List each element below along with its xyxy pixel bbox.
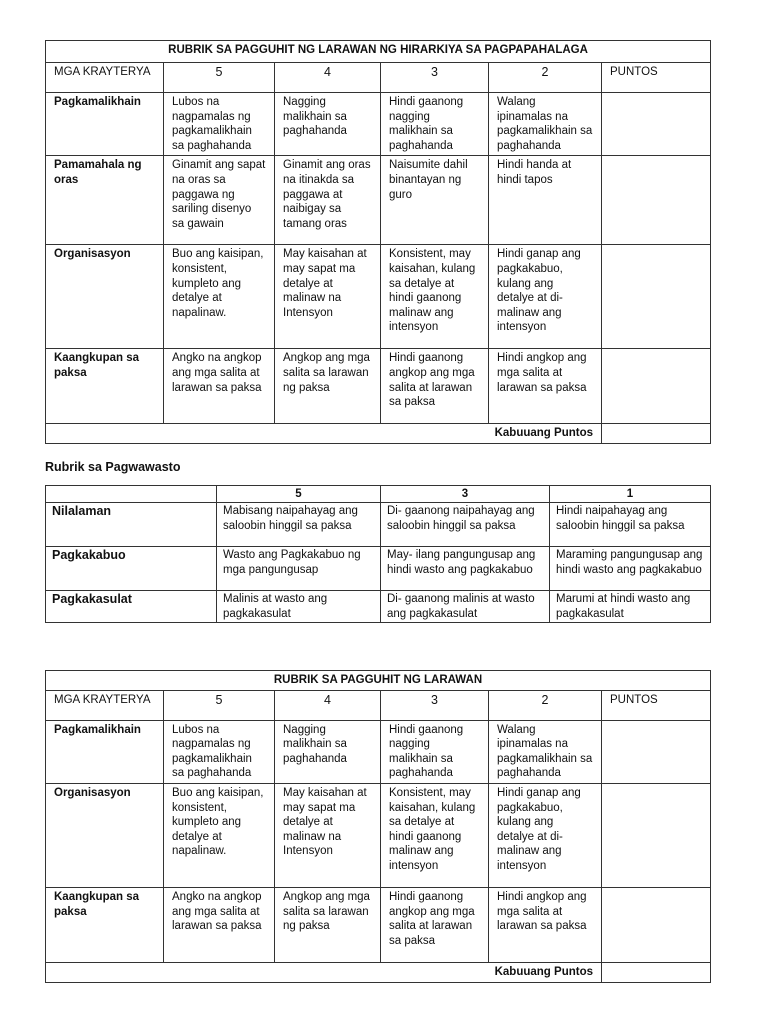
rubric-cell: Hindi angkop ang mga salita at larawan sa paksa xyxy=(489,349,602,424)
rubric-cell: Hindi gaanong angkop ang mga salita at larawan sa paksa xyxy=(381,887,489,962)
rubric-cell: Marumi at hindi wasto ang pagkakasulat xyxy=(550,591,711,623)
rubric-cell: Naisumite dahil binantayan ng guro xyxy=(381,156,489,245)
header-score-5: 5 xyxy=(217,486,381,503)
rubric-cell: Lubos na nagpamalas ng pagkamalikhain sa paghahanda xyxy=(164,720,275,783)
rubric-cell: Ginamit ang oras na itinakda sa paggawa at naibigay sa tamang oras xyxy=(275,156,381,245)
rubric-cell: Angko na angkop ang mga salita at larawan sa paksa xyxy=(164,349,275,424)
total-points-cell[interactable] xyxy=(602,424,711,444)
rubric-hirarkiya-table xyxy=(45,40,711,444)
header-criteria: MGA KRAYTERYA xyxy=(46,690,164,720)
rubric-cell: Buo ang kaisipan, konsistent, kumpleto ang detalye at napalinaw. xyxy=(164,245,275,349)
rubric-cell: Hindi angkop ang mga salita at larawan sa paksa xyxy=(489,887,602,962)
rubric-cell: Angkop ang mga salita sa larawan ng paksa xyxy=(275,349,381,424)
rubric-cell: Lubos na nagpamalas ng pagkamalikhain sa paghahanda xyxy=(164,93,275,156)
rubric-cell: Buo ang kaisipan, konsistent, kumpleto ang detalye at napalinaw. xyxy=(164,783,275,887)
header-score-5: 5 xyxy=(164,690,275,720)
header-score-4: 4 xyxy=(275,63,381,93)
points-cell[interactable] xyxy=(602,720,711,783)
rubric-cell: Hindi gaanong nagging malikhain sa paghahanda xyxy=(381,720,489,783)
rubric-cell: May- ilang pangungusap ang hindi wasto ang pagkakabuo xyxy=(381,547,550,591)
points-cell[interactable] xyxy=(602,245,711,349)
rubric-cell: Malinis at wasto ang pagkakasulat xyxy=(217,591,381,623)
table-row xyxy=(46,503,711,547)
rubric-cell: Konsistent, may kaisahan, kulang sa detalye at hindi gaanong malinaw ang intensyon xyxy=(381,245,489,349)
rubric-cell: Konsistent, may kaisahan, kulang sa detalye at hindi gaanong malinaw ang intensyon xyxy=(381,783,489,887)
header-score-4: 4 xyxy=(275,690,381,720)
criteria-cell: Pamamahala ng oras xyxy=(46,156,164,245)
rubric-cell: Angko na angkop ang mga salita at larawan sa paksa xyxy=(164,887,275,962)
header-points: PUNTOS xyxy=(602,63,711,93)
points-cell[interactable] xyxy=(602,783,711,887)
table-row xyxy=(46,349,711,424)
criteria-cell: Pagkamalikhain xyxy=(46,93,164,156)
rubric-cell: Maraming pangungusap ang hindi wasto ang pagkakabuo xyxy=(550,547,711,591)
rubric-cell: Hindi gaanong angkop ang mga salita at larawan sa paksa xyxy=(381,349,489,424)
points-cell[interactable] xyxy=(602,349,711,424)
table-title: RUBRIK SA PAGGUHIT NG LARAWAN NG HIRARKIYA SA PAGPAPAHALAGA xyxy=(46,41,711,63)
criteria-cell: Pagkakabuo xyxy=(46,547,217,591)
table-row xyxy=(46,156,711,245)
rubric-cell: Hindi handa at hindi tapos xyxy=(489,156,602,245)
rubric-cell: Hindi naipahayag ang saloobin hinggil sa paksa xyxy=(550,503,711,547)
total-label: Kabuuang Puntos xyxy=(46,962,602,982)
header-score-3: 3 xyxy=(381,486,550,503)
table-title: RUBRIK SA PAGGUHIT NG LARAWAN xyxy=(46,671,711,691)
rubric-cell: Di- gaanong malinis at wasto ang pagkakasulat xyxy=(381,591,550,623)
points-cell[interactable] xyxy=(602,93,711,156)
header-score-2: 2 xyxy=(489,63,602,93)
rubric-cell: Hindi ganap ang pagkakabuo, kulang ang detalye at di-malinaw ang intensyon xyxy=(489,783,602,887)
rubric-cell: Ginamit ang sapat na oras sa paggawa ng sariling disenyo sa gawain xyxy=(164,156,275,245)
header-score-5: 5 xyxy=(164,63,275,93)
rubric-cell: Hindi gaanong nagging malikhain sa paghahanda xyxy=(381,93,489,156)
total-label: Kabuuang Puntos xyxy=(46,424,602,444)
header-score-1: 1 xyxy=(550,486,711,503)
total-points-cell[interactable] xyxy=(602,962,711,982)
table-row xyxy=(46,783,711,887)
points-cell[interactable] xyxy=(602,156,711,245)
header-blank xyxy=(46,486,217,503)
table-row xyxy=(46,93,711,156)
rubric-cell: Wasto ang Pagkakabuo ng mga pangungusap xyxy=(217,547,381,591)
rubric-cell: Nagging malikhain sa paghahanda xyxy=(275,720,381,783)
table-row xyxy=(46,591,711,623)
rubric-cell: Angkop ang mga salita sa larawan ng paksa xyxy=(275,887,381,962)
rubric-cell: May kaisahan at may sapat ma detalye at malinaw na Intensyon xyxy=(275,245,381,349)
table-row xyxy=(46,720,711,783)
table-row xyxy=(46,547,711,591)
points-cell[interactable] xyxy=(602,887,711,962)
criteria-cell: Kaangkupan sa paksa xyxy=(46,887,164,962)
criteria-cell: Pagkamalikhain xyxy=(46,720,164,783)
table-row xyxy=(46,245,711,349)
rubric-cell: Walang ipinamalas na pagkamalikhain sa paghahanda xyxy=(489,93,602,156)
section-title: Rubrik sa Pagwawasto xyxy=(45,460,181,474)
criteria-cell: Nilalaman xyxy=(46,503,217,547)
header-points: PUNTOS xyxy=(602,690,711,720)
header-score-3: 3 xyxy=(381,690,489,720)
criteria-cell: Organisasyon xyxy=(46,783,164,887)
rubric-pagwawasto-table xyxy=(45,485,711,623)
criteria-cell: Pagkakasulat xyxy=(46,591,217,623)
rubric-larawan-table xyxy=(45,670,711,983)
rubric-cell: Nagging malikhain sa paghahanda xyxy=(275,93,381,156)
criteria-cell: Organisasyon xyxy=(46,245,164,349)
header-criteria: MGA KRAYTERYA xyxy=(46,63,164,93)
header-score-2: 2 xyxy=(489,690,602,720)
rubric-cell: Hindi ganap ang pagkakabuo, kulang ang detalye at di-malinaw ang intensyon xyxy=(489,245,602,349)
rubric-cell: May kaisahan at may sapat ma detalye at malinaw na Intensyon xyxy=(275,783,381,887)
rubric-cell: Mabisang naipahayag ang saloobin hinggil sa paksa xyxy=(217,503,381,547)
rubric-cell: Di- gaanong naipahayag ang saloobin hinggil sa paksa xyxy=(381,503,550,547)
table-row xyxy=(46,887,711,962)
rubric-cell: Walang ipinamalas na pagkamalikhain sa paghahanda xyxy=(489,720,602,783)
criteria-cell: Kaangkupan sa paksa xyxy=(46,349,164,424)
header-score-3: 3 xyxy=(381,63,489,93)
